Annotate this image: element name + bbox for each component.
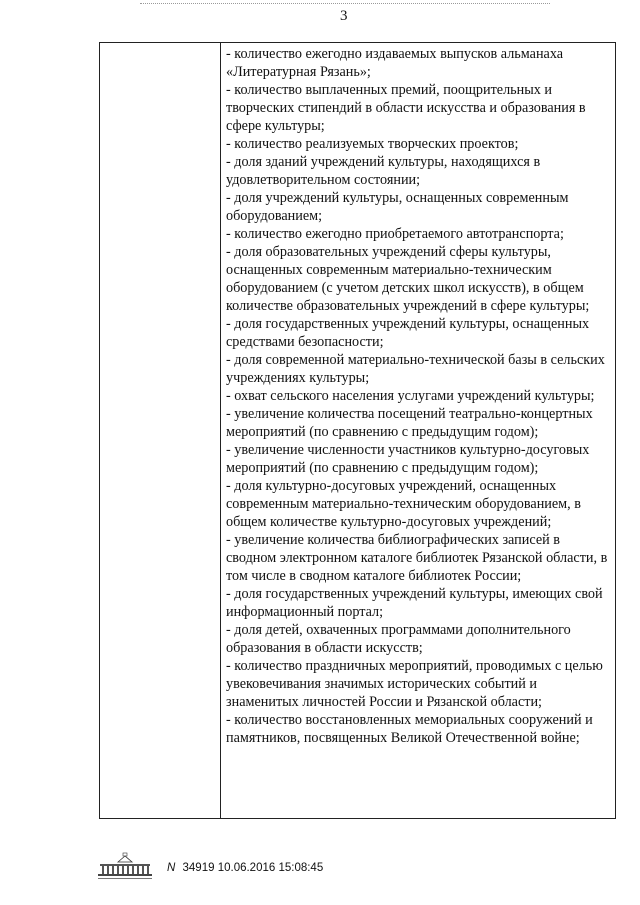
list-item: - количество восстановленных мемориальных сооружений и памятников, посвященных Великой Отечественной войне; [226, 712, 593, 746]
list-item: - увеличение количества посещений театрально-концертных мероприятий (по сравнению с предыдущим годом); [226, 406, 593, 440]
list-item: - доля детей, охваченных программами дополнительного образования в области искусств; [226, 622, 571, 656]
scan-artifact-line [140, 3, 550, 4]
list-item: - увеличение количества библиографических записей в сводном электронном каталоге библиотек Рязанской области, в том числе в сводном каталоге библиотек России; [226, 532, 608, 584]
table-column-divider [220, 43, 221, 818]
list-item: - доля государственных учреждений культуры, имеющих свой информационный портал; [226, 586, 603, 620]
list-item: - охват сельского населения услугами учреждений культуры; [226, 388, 595, 404]
indicators-table [99, 42, 616, 819]
list-item: - количество праздничных мероприятий, проводимых с целью увековечивания значимых исторических событий и знаменитых личностей России и Рязанской области; [226, 658, 603, 710]
document-footer [96, 852, 396, 892]
list-item: - доля государственных учреждений культуры, оснащенных средствами безопасности; [226, 316, 590, 350]
document-number-symbol: N [167, 862, 176, 874]
indicators-list [226, 45, 611, 747]
list-item: - количество реализуемых творческих проектов; [226, 136, 519, 152]
list-item: - доля культурно-досуговых учреждений, оснащенных современным материально-техническим оборудованием, в общем количестве культурно-досуговых учреждений; [226, 478, 581, 530]
government-building-logo-icon [96, 852, 154, 882]
list-item: - доля современной материально-технической базы в сельских учреждениях культуры; [226, 352, 605, 386]
list-item: - доля зданий учреждений культуры, находящихся в удовлетворительном состоянии; [226, 154, 541, 188]
list-item: - увеличение численности участников культурно-досуговых мероприятий (по сравнению с предыдущим годом); [226, 442, 590, 476]
document-number: 34919 [182, 862, 215, 874]
list-item: - количество ежегодно приобретаемого автотранспорта; [226, 226, 564, 242]
document-datetime: 10.06.2016 15:08:45 [217, 862, 324, 874]
list-item: - количество выплаченных премий, поощрительных и творческих стипендий в области искусства и образования в сфере культуры; [226, 82, 586, 134]
page-number: 3 [340, 8, 348, 24]
document-stamp [167, 862, 323, 874]
list-item: - доля образовательных учреждений сферы культуры, оснащенных современным материально-техническим оборудованием (с учетом детских школ искусств), в общем количестве образовательных учреждений в сфере культуры; [226, 244, 590, 314]
list-item: - количество ежегодно издаваемых выпусков альманаха «Литературная Рязань»; [226, 46, 564, 80]
list-item: - доля учреждений культуры, оснащенных современным оборудованием; [226, 190, 569, 224]
